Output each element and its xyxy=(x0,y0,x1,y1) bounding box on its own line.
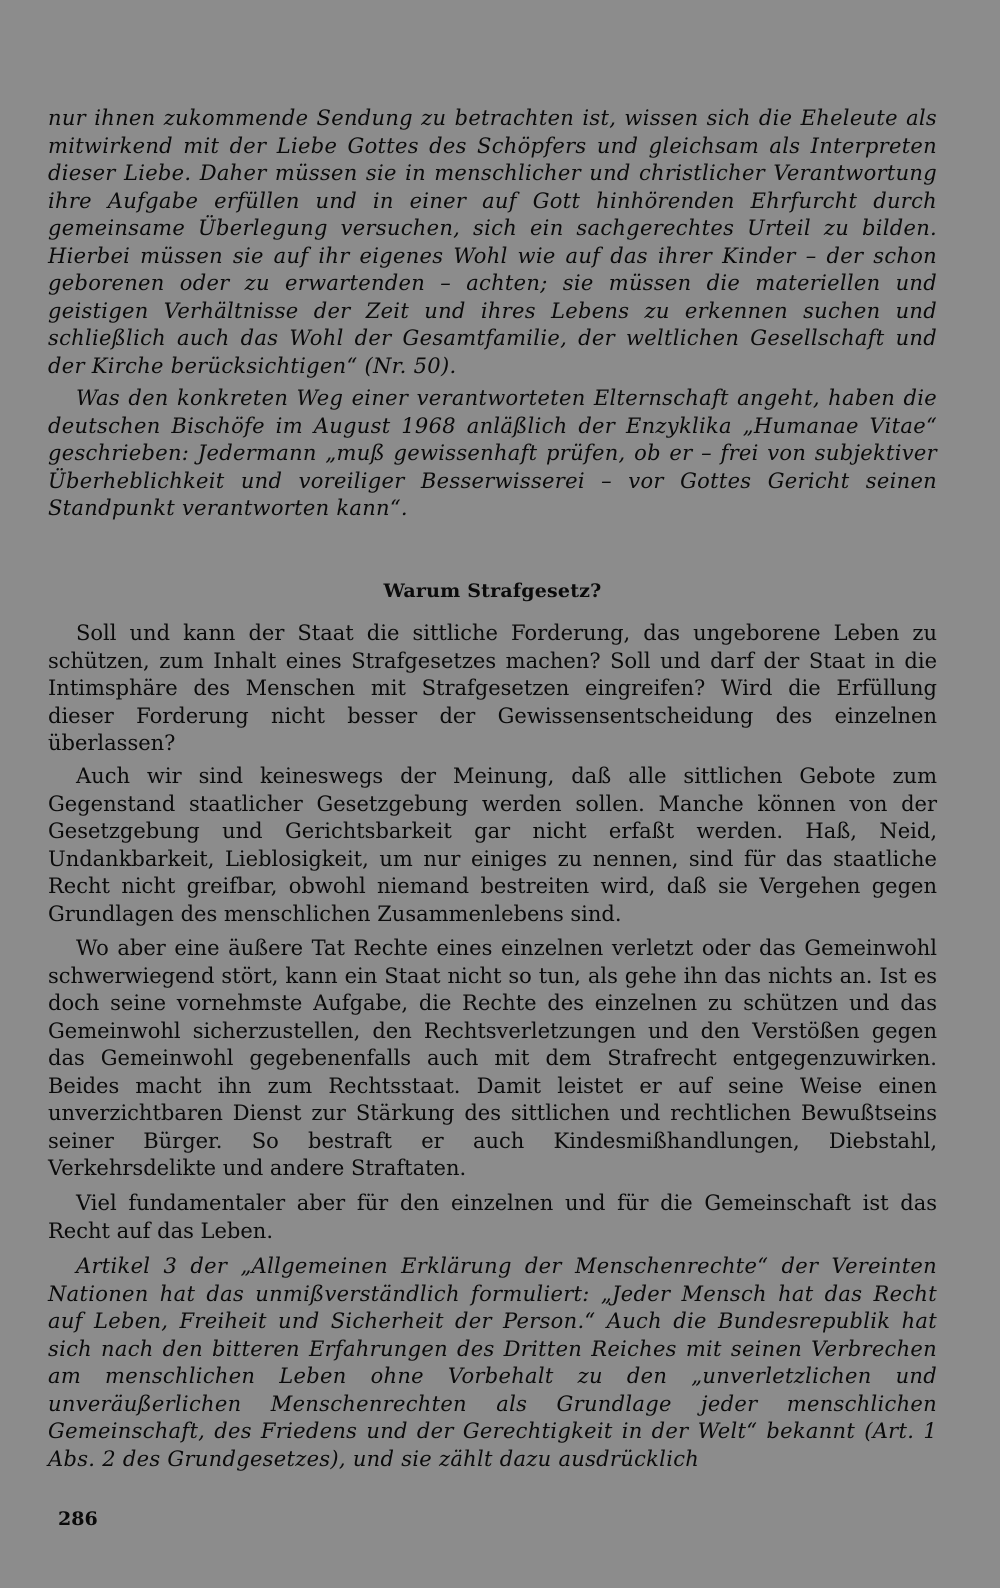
paragraph-human-rights-article: Artikel 3 der „Allgemeinen Erklärung der Menschenrechte“ der Vereinten Nationen hat das unmißverständlich formuliert: „Jeder Mensch hat das Recht auf Leben, Freiheit und Sicherheit der Person.“ Auch die Bundesrepublik hat sich nach den bitteren Erfahrungen des Dritten Reiches mit seinen Verbrechen am menschlichen Leben ohne Vorbehalt zu den „unverletzlichen und unveräußerlichen Menschenrechten als Grundlage jeder menschlichen Gemeinschaft, des Friedens und der Gerechtigkeit in der Welt“ bekannt (Art. 1 Abs. 2 des Grundgesetzes), und sie zählt dazu ausdrücklich xyxy=(48,1254,937,1471)
paragraph-right-to-life: Viel fundamentaler aber für den einzelnen und für die Gemeinschaft ist das Recht auf das Leben. xyxy=(48,1191,937,1243)
paragraph-quote-continuation: nur ihnen zukommende Sendung zu betrachten ist, wissen sich die Eheleute als mitwirkend mit der Liebe Gottes des Schöpfers und gleichsam als Interpreten dieser Liebe. Daher müssen sie in menschlicher und christlicher Verantwortung ihre Aufgabe erfüllen und in einer auf Gott hinhörenden Ehrfurcht durch gemeinsame Überlegung versuchen, sich ein sachgerechtes Urteil zu bilden. Hierbei müssen sie auf ihr eigenes Wohl wie auf das ihrer Kinder – der schon geborenen oder zu erwartenden – achten; sie müssen die materiellen und geistigen Verhältnisse der Zeit und ihres Lebens zu erkennen suchen und schließlich auch das Wohl der Gesamtfamilie, der weltlichen Gesellschaft und der Kirche berücksichtigen“ (Nr. 50). xyxy=(48,106,937,378)
paragraph-intro-questions: Soll und kann der Staat die sittliche Forderung, das ungeborene Leben zu schützen, zum Inhalt eines Strafgesetzes machen? Soll und darf der Staat in die Intimsphäre des Menschen mit Strafgesetzen eingreifen? Wird die Erfüllung dieser Forderung nicht besser der Gewissensentscheidung des einzelnen überlassen? xyxy=(48,621,937,755)
paragraph-bishops-statement: Was den konkreten Weg einer verantworteten Elternschaft angeht, haben die deutschen Bischöfe im August 1968 anläßlich der Enzyklika „Humanae Vitae“ geschrieben: Jedermann „muß gewissenhaft prüfen, ob er – frei von subjektiver Überheblichkeit und voreiliger Besserwisserei – vor Gottes Gericht seinen Standpunkt verantworten kann“. xyxy=(48,386,937,520)
paragraph-state-duties: Wo aber eine äußere Tat Rechte eines einzelnen verletzt oder das Gemeinwohl schwerwiegend stört, kann ein Staat nicht so tun, als gehe ihn das nichts an. Ist es doch seine vornehmste Aufgabe, die Rechte des einzelnen zu schützen und das Gemeinwohl sicherzustellen, den Rechtsverletzungen und den Verstößen gegen das Gemeinwohl gegebenenfalls auch mit dem Strafrecht entgegenzuwirken. Beides macht ihn zum Rechtsstaat. Damit leistet er auf seine Weise einen unverzichtbaren Dienst zur Stärkung des sittlichen und rechtlichen Bewußtseins seiner Bürger. So bestraft er auch Kindesmißhandlungen, Diebstahl, Verkehrsdelikte und andere Straftaten. xyxy=(48,936,937,1180)
book-page xyxy=(48,0,937,1588)
page-number: 286 xyxy=(58,1508,98,1530)
section-heading: Warum Strafgesetz? xyxy=(383,580,602,602)
paragraph-moral-commandments: Auch wir sind keineswegs der Meinung, daß alle sittlichen Gebote zum Gegenstand staatlicher Gesetzgebung werden sollen. Manche können von der Gesetzgebung und Gerichtsbarkeit gar nicht erfaßt werden. Haß, Neid, Undankbarkeit, Lieblosigkeit, um nur einiges zu nennen, sind für das staatliche Recht nicht greifbar, obwohl niemand bestreiten wird, daß sie Vergehen gegen Grundlagen des menschlichen Zusammenlebens sind. xyxy=(48,764,937,926)
